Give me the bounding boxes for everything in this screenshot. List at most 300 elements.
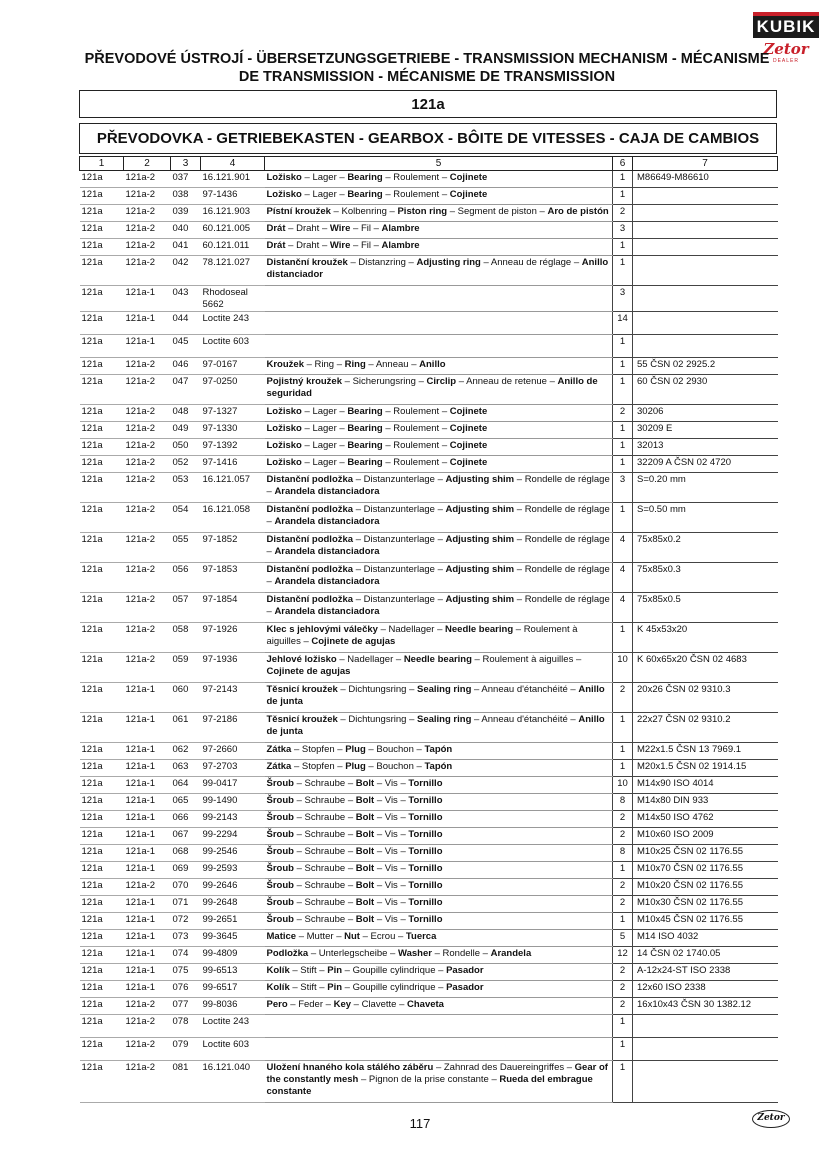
model-cell: 121a bbox=[80, 439, 124, 456]
description-cz: Jehlové ložisko bbox=[266, 654, 337, 665]
position-cell: 063 bbox=[171, 760, 201, 777]
description-cz: Ložisko bbox=[266, 189, 302, 200]
position-cell: 057 bbox=[171, 593, 201, 623]
model-cell: 121a bbox=[80, 1038, 124, 1061]
part-number-cell: 99-2294 bbox=[201, 828, 265, 845]
note-cell: M10x30 ČSN 02 1176.55 bbox=[633, 896, 778, 913]
table-row bbox=[80, 683, 778, 713]
quantity-cell: 2 bbox=[613, 879, 633, 896]
description-en: Bearing bbox=[347, 423, 383, 434]
description-cz: Distanční podložka bbox=[266, 564, 354, 575]
description-es: Anillo de junta bbox=[266, 714, 605, 737]
quantity-cell: 2 bbox=[613, 683, 633, 713]
model-cell: 121a bbox=[80, 358, 124, 375]
description-es: Cojinete de agujas bbox=[311, 636, 396, 647]
model-cell: 121a bbox=[80, 312, 124, 335]
description-en: Bolt bbox=[355, 863, 375, 874]
table-row bbox=[80, 405, 778, 422]
model-cell: 121a bbox=[80, 456, 124, 473]
part-number-cell: 99-2546 bbox=[201, 845, 265, 862]
description-de: Draht bbox=[296, 223, 320, 234]
column-header: 2 bbox=[124, 157, 171, 171]
description-cz: Šroub bbox=[266, 812, 294, 823]
description-es: Cojinete de agujas bbox=[266, 666, 351, 677]
position-cell: 043 bbox=[171, 286, 201, 312]
description-de: Distanzunterlage bbox=[363, 534, 435, 545]
description-cz: Šroub bbox=[266, 880, 294, 891]
part-number-cell: 97-0167 bbox=[201, 358, 265, 375]
model-cell: 121a bbox=[80, 375, 124, 405]
model-cell: 121a bbox=[80, 533, 124, 563]
description-fr: Anneau d'étanchéité bbox=[481, 714, 568, 725]
description-en: Washer bbox=[397, 948, 432, 959]
group-cell: 121a-1 bbox=[124, 713, 171, 743]
description-de: Stift bbox=[300, 982, 317, 993]
quantity-cell: 1 bbox=[613, 256, 633, 286]
position-cell: 039 bbox=[171, 205, 201, 222]
description-cell: Těsnicí kroužek – Dichtungsring – Sealing ring – Anneau d'étanchéité – Anillo de junta bbox=[265, 683, 613, 713]
table-row bbox=[80, 811, 778, 828]
description-es: Arandela distanciadora bbox=[274, 486, 380, 497]
group-cell: 121a-2 bbox=[124, 375, 171, 405]
group-cell: 121a-2 bbox=[124, 239, 171, 256]
description-cell: Drát – Draht – Wire – Fil – Alambre bbox=[265, 222, 613, 239]
description-de: Sicherungsring bbox=[352, 376, 416, 387]
table-row bbox=[80, 358, 778, 375]
section-heading: PŘEVODOVKA - GETRIEBEKASTEN - GEARBOX - BÔITE DE VITESSES - CAJA DE CAMBIOS bbox=[79, 123, 777, 154]
column-header: 6 bbox=[613, 157, 633, 171]
model-cell: 121a bbox=[80, 862, 124, 879]
description-fr: Vis bbox=[384, 914, 398, 925]
description-cell: Drát – Draht – Wire – Fil – Alambre bbox=[265, 239, 613, 256]
description-en: Bearing bbox=[347, 406, 383, 417]
group-cell: 121a-2 bbox=[124, 563, 171, 593]
position-cell: 046 bbox=[171, 358, 201, 375]
group-cell: 121a-1 bbox=[124, 828, 171, 845]
table-row bbox=[80, 1061, 778, 1103]
description-cz: Matice bbox=[266, 931, 297, 942]
position-cell: 048 bbox=[171, 405, 201, 422]
position-cell: 040 bbox=[171, 222, 201, 239]
table-row bbox=[80, 239, 778, 256]
position-cell: 067 bbox=[171, 828, 201, 845]
part-number-cell: 97-1853 bbox=[201, 563, 265, 593]
description-cell: Podložka – Unterlegscheibe – Washer – Rondelle – Arandela bbox=[265, 947, 613, 964]
part-number-cell: 60.121.005 bbox=[201, 222, 265, 239]
table-row bbox=[80, 473, 778, 503]
table-row bbox=[80, 964, 778, 981]
logo-sub: Zetor bbox=[763, 40, 809, 58]
description-es: Chaveta bbox=[407, 999, 444, 1010]
part-number-cell: 78.121.027 bbox=[201, 256, 265, 286]
table-row bbox=[80, 930, 778, 947]
description-cz: Šroub bbox=[266, 778, 294, 789]
description-es: Anillo de seguridad bbox=[266, 376, 598, 399]
group-cell: 121a-2 bbox=[124, 358, 171, 375]
description-cell: Ložisko – Lager – Bearing – Roulement – Cojinete bbox=[265, 405, 613, 422]
description-es: Arandela bbox=[490, 948, 532, 959]
position-cell: 044 bbox=[171, 312, 201, 335]
description-fr: Fil bbox=[360, 240, 371, 251]
description-de: Stopfen bbox=[301, 761, 335, 772]
description-cz: Klec s jehlovými válečky bbox=[266, 624, 378, 635]
group-cell: 121a-2 bbox=[124, 256, 171, 286]
description-es: Pasador bbox=[446, 982, 484, 993]
description-cz: Distanční podložka bbox=[266, 474, 354, 485]
quantity-cell: 1 bbox=[613, 743, 633, 760]
description-cell: Jehlové ložisko – Nadellager – Needle bearing – Roulement à aiguilles – Cojinete de agujas bbox=[265, 653, 613, 683]
description-cell: Šroub – Schraube – Bolt – Vis – Tornillo bbox=[265, 845, 613, 862]
part-number-cell: 97-2143 bbox=[201, 683, 265, 713]
description-fr: Goupille cylindrique bbox=[352, 965, 436, 976]
description-cell: Zátka – Stopfen – Plug – Bouchon – Tapón bbox=[265, 743, 613, 760]
note-cell: 12x60 ISO 2338 bbox=[633, 981, 778, 998]
description-en: Pin bbox=[327, 965, 343, 976]
table-row bbox=[80, 1015, 778, 1038]
group-cell: 121a-2 bbox=[124, 653, 171, 683]
description-fr: Rondelle de réglage bbox=[524, 594, 610, 605]
description-fr: Vis bbox=[384, 897, 398, 908]
note-cell bbox=[633, 335, 778, 358]
part-number-cell: 60.121.011 bbox=[201, 239, 265, 256]
table-row bbox=[80, 286, 778, 312]
part-number-cell: 97-1926 bbox=[201, 623, 265, 653]
quantity-cell: 1 bbox=[613, 623, 633, 653]
quantity-cell: 2 bbox=[613, 811, 633, 828]
table-row bbox=[80, 947, 778, 964]
description-de: Schraube bbox=[304, 863, 346, 874]
description-cz: Šroub bbox=[266, 897, 294, 908]
model-cell: 121a bbox=[80, 593, 124, 623]
description-en: Circlip bbox=[426, 376, 457, 387]
quantity-cell: 1 bbox=[613, 375, 633, 405]
group-cell: 121a-2 bbox=[124, 623, 171, 653]
description-es: Arandela distanciadora bbox=[274, 576, 380, 587]
description-de: Stopfen bbox=[301, 744, 335, 755]
note-cell: 75x85x0.3 bbox=[633, 563, 778, 593]
description-es: Rueda del embrague constante bbox=[266, 1074, 593, 1097]
description-fr: Segment de piston bbox=[457, 206, 537, 217]
quantity-cell: 2 bbox=[613, 405, 633, 422]
logo-brand: KUBIK bbox=[753, 12, 819, 38]
description-cz: Šroub bbox=[266, 914, 294, 925]
part-number-cell: 99-4809 bbox=[201, 947, 265, 964]
position-cell: 049 bbox=[171, 422, 201, 439]
model-cell: 121a bbox=[80, 188, 124, 205]
position-cell: 066 bbox=[171, 811, 201, 828]
description-en: Adjusting shim bbox=[445, 594, 515, 605]
position-cell: 069 bbox=[171, 862, 201, 879]
description-fr: Vis bbox=[384, 778, 398, 789]
quantity-cell: 10 bbox=[613, 653, 633, 683]
note-cell: M14x90 ISO 4014 bbox=[633, 777, 778, 794]
description-en: Sealing ring bbox=[417, 684, 472, 695]
model-cell: 121a bbox=[80, 422, 124, 439]
group-cell: 121a-2 bbox=[124, 188, 171, 205]
note-cell: 32209 A ČSN 02 4720 bbox=[633, 456, 778, 473]
description-fr: Vis bbox=[384, 863, 398, 874]
note-cell bbox=[633, 256, 778, 286]
table-row bbox=[80, 1038, 778, 1061]
group-cell: 121a-1 bbox=[124, 335, 171, 358]
group-cell: 121a-2 bbox=[124, 473, 171, 503]
quantity-cell: 2 bbox=[613, 998, 633, 1015]
description-fr: Roulement bbox=[393, 172, 440, 183]
group-cell: 121a-2 bbox=[124, 998, 171, 1015]
model-cell: 121a bbox=[80, 563, 124, 593]
position-cell: 076 bbox=[171, 981, 201, 998]
group-cell: 121a-1 bbox=[124, 286, 171, 312]
description-cell: Matice – Mutter – Nut – Ecrou – Tuerca bbox=[265, 930, 613, 947]
quantity-cell: 2 bbox=[613, 896, 633, 913]
part-number-cell: Rhodoseal 5662 bbox=[201, 286, 265, 312]
description-fr: Rondelle de réglage bbox=[524, 474, 610, 485]
description-es: Tornillo bbox=[408, 914, 443, 925]
description-de: Schraube bbox=[304, 795, 346, 806]
table-row bbox=[80, 171, 778, 188]
group-cell: 121a-1 bbox=[124, 777, 171, 794]
quantity-cell: 1 bbox=[613, 358, 633, 375]
description-de: Dichtungsring bbox=[348, 714, 407, 725]
table-row bbox=[80, 862, 778, 879]
part-number-cell: Loctite 603 bbox=[201, 335, 265, 358]
description-fr: Vis bbox=[384, 880, 398, 891]
position-cell: 061 bbox=[171, 713, 201, 743]
part-number-cell: 97-2186 bbox=[201, 713, 265, 743]
note-cell: M14x50 ISO 4762 bbox=[633, 811, 778, 828]
table-row bbox=[80, 743, 778, 760]
part-number-cell: 99-2593 bbox=[201, 862, 265, 879]
position-cell: 052 bbox=[171, 456, 201, 473]
description-cell bbox=[265, 286, 613, 312]
description-es: Arandela distanciadora bbox=[274, 606, 380, 617]
description-de: Lager bbox=[312, 457, 337, 468]
group-cell: 121a-1 bbox=[124, 312, 171, 335]
table-header-row bbox=[80, 157, 778, 171]
model-cell: 121a bbox=[80, 335, 124, 358]
description-en: Bolt bbox=[355, 812, 375, 823]
table-row bbox=[80, 375, 778, 405]
description-fr: Vis bbox=[384, 795, 398, 806]
position-cell: 042 bbox=[171, 256, 201, 286]
description-en: Bearing bbox=[347, 440, 383, 451]
description-cell: Ložisko – Lager – Bearing – Roulement – Cojinete bbox=[265, 422, 613, 439]
note-cell: M10x20 ČSN 02 1176.55 bbox=[633, 879, 778, 896]
description-cz: Distanční kroužek bbox=[266, 257, 348, 268]
position-cell: 060 bbox=[171, 683, 201, 713]
model-cell: 121a bbox=[80, 503, 124, 533]
quantity-cell: 4 bbox=[613, 533, 633, 563]
table-row bbox=[80, 533, 778, 563]
description-en: Adjusting shim bbox=[445, 564, 515, 575]
description-cz: Zátka bbox=[266, 744, 292, 755]
group-cell: 121a-1 bbox=[124, 760, 171, 777]
position-cell: 050 bbox=[171, 439, 201, 456]
note-cell: 75x85x0.2 bbox=[633, 533, 778, 563]
description-de: Schraube bbox=[304, 829, 346, 840]
description-en: Adjusting ring bbox=[416, 257, 481, 268]
description-cell: Kolík – Stift – Pin – Goupille cylindrique – Pasador bbox=[265, 964, 613, 981]
part-number-cell: 99-2651 bbox=[201, 913, 265, 930]
description-de: Lager bbox=[312, 423, 337, 434]
description-cell: Uložení hnaného kola stálého záběru – Zahnrad des Dauereingriffes – Gear of the constantly mesh – Pignon de la prise constante – Rueda del embrague constante bbox=[265, 1061, 613, 1103]
description-cz: Distanční podložka bbox=[266, 504, 354, 515]
note-cell: S=0.50 mm bbox=[633, 503, 778, 533]
description-en: Adjusting shim bbox=[445, 474, 515, 485]
part-number-cell: Loctite 243 bbox=[201, 312, 265, 335]
description-de: Schraube bbox=[304, 897, 346, 908]
part-number-cell: 99-2143 bbox=[201, 811, 265, 828]
description-cz: Ložisko bbox=[266, 423, 302, 434]
quantity-cell: 12 bbox=[613, 947, 633, 964]
part-number-cell: 97-1852 bbox=[201, 533, 265, 563]
position-cell: 068 bbox=[171, 845, 201, 862]
table-row bbox=[80, 760, 778, 777]
group-cell: 121a-1 bbox=[124, 794, 171, 811]
description-de: Schraube bbox=[304, 880, 346, 891]
model-cell: 121a bbox=[80, 998, 124, 1015]
quantity-cell: 1 bbox=[613, 913, 633, 930]
part-number-cell: 99-8036 bbox=[201, 998, 265, 1015]
group-cell: 121a-2 bbox=[124, 222, 171, 239]
position-cell: 079 bbox=[171, 1038, 201, 1061]
description-de: Feder bbox=[298, 999, 324, 1010]
description-en: Bolt bbox=[355, 914, 375, 925]
table-row bbox=[80, 998, 778, 1015]
note-cell bbox=[633, 222, 778, 239]
description-cz: Šroub bbox=[266, 863, 294, 874]
note-cell bbox=[633, 1015, 778, 1038]
group-cell: 121a-2 bbox=[124, 1038, 171, 1061]
description-de: Draht bbox=[296, 240, 320, 251]
description-fr: Bouchon bbox=[376, 761, 414, 772]
description-de: Mutter bbox=[306, 931, 334, 942]
quantity-cell: 8 bbox=[613, 794, 633, 811]
table-row bbox=[80, 563, 778, 593]
description-es: Cojinete bbox=[449, 457, 488, 468]
position-cell: 045 bbox=[171, 335, 201, 358]
part-number-cell: 97-1416 bbox=[201, 456, 265, 473]
description-cz: Pístní kroužek bbox=[266, 206, 331, 217]
description-de: Nadellager bbox=[388, 624, 435, 635]
description-de: Ring bbox=[314, 359, 335, 370]
position-cell: 074 bbox=[171, 947, 201, 964]
model-cell: 121a bbox=[80, 760, 124, 777]
note-cell: 30209 E bbox=[633, 422, 778, 439]
description-cz: Zátka bbox=[266, 761, 292, 772]
note-cell: 60 ČSN 02 2930 bbox=[633, 375, 778, 405]
description-cell: Kolík – Stift – Pin – Goupille cylindrique – Pasador bbox=[265, 981, 613, 998]
description-es: Arandela distanciadora bbox=[274, 516, 380, 527]
description-cell: Distanční podložka – Distanzunterlage – Adjusting shim – Rondelle de réglage – Arandela distanciadora bbox=[265, 563, 613, 593]
quantity-cell: 1 bbox=[613, 335, 633, 358]
description-fr: Roulement bbox=[393, 189, 440, 200]
description-cell bbox=[265, 1015, 613, 1038]
description-fr: Goupille cylindrique bbox=[352, 982, 436, 993]
model-cell: 121a bbox=[80, 653, 124, 683]
position-cell: 075 bbox=[171, 964, 201, 981]
model-cell: 121a bbox=[80, 171, 124, 188]
description-cz: Ložisko bbox=[266, 440, 302, 451]
group-cell: 121a-1 bbox=[124, 913, 171, 930]
table-row bbox=[80, 845, 778, 862]
model-cell: 121a bbox=[80, 473, 124, 503]
description-es: Tornillo bbox=[408, 829, 443, 840]
description-cz: Ložisko bbox=[266, 457, 302, 468]
description-cell: Distanční podložka – Distanzunterlage – Adjusting shim – Rondelle de réglage – Arandela distanciadora bbox=[265, 473, 613, 503]
page-title: PŘEVODOVÉ ÚSTROJÍ - ÜBERSETZUNGSGETRIEBE - TRANSMISSION MECHANISM - MÉCANISME DE TRANSMISSION - MÉCANISME DE TRANSMISSION bbox=[84, 51, 770, 85]
description-fr: Roulement à aiguilles bbox=[266, 624, 578, 647]
table-row bbox=[80, 256, 778, 286]
group-cell: 121a-1 bbox=[124, 981, 171, 998]
description-cell: Ložisko – Lager – Bearing – Roulement – Cojinete bbox=[265, 439, 613, 456]
description-fr: Roulement bbox=[393, 423, 440, 434]
group-cell: 121a-1 bbox=[124, 683, 171, 713]
description-es: Tornillo bbox=[408, 863, 443, 874]
quantity-cell: 5 bbox=[613, 930, 633, 947]
quantity-cell: 2 bbox=[613, 981, 633, 998]
table-row bbox=[80, 439, 778, 456]
table-row bbox=[80, 456, 778, 473]
quantity-cell: 1 bbox=[613, 239, 633, 256]
model-cell: 121a bbox=[80, 947, 124, 964]
part-number-cell: Loctite 603 bbox=[201, 1038, 265, 1061]
description-en: Bolt bbox=[355, 778, 375, 789]
description-cz: Pojistný kroužek bbox=[266, 376, 342, 387]
part-number-cell: 99-6513 bbox=[201, 964, 265, 981]
description-fr: Rondelle de réglage bbox=[524, 504, 610, 515]
part-number-cell: 97-1854 bbox=[201, 593, 265, 623]
quantity-cell: 1 bbox=[613, 422, 633, 439]
group-cell: 121a-2 bbox=[124, 533, 171, 563]
part-number-cell: 16.121.040 bbox=[201, 1061, 265, 1103]
description-en: Adjusting shim bbox=[445, 534, 515, 545]
group-cell: 121a-2 bbox=[124, 1061, 171, 1103]
description-en: Nut bbox=[344, 931, 360, 942]
part-number-cell: 16.121.903 bbox=[201, 205, 265, 222]
part-number-cell: 97-1330 bbox=[201, 422, 265, 439]
logo-tagline: DEALER bbox=[772, 58, 799, 64]
part-number-cell: 97-2703 bbox=[201, 760, 265, 777]
description-es: Tornillo bbox=[408, 846, 443, 857]
description-de: Lager bbox=[312, 172, 337, 183]
description-cell: Šroub – Schraube – Bolt – Vis – Tornillo bbox=[265, 794, 613, 811]
description-de: Nadellager bbox=[347, 654, 394, 665]
position-cell: 064 bbox=[171, 777, 201, 794]
description-en: Bolt bbox=[355, 846, 375, 857]
table-row bbox=[80, 503, 778, 533]
group-cell: 121a-1 bbox=[124, 811, 171, 828]
description-en: Bearing bbox=[347, 457, 383, 468]
description-en: Piston ring bbox=[397, 206, 448, 217]
note-cell: 75x85x0.5 bbox=[633, 593, 778, 623]
quantity-cell: 4 bbox=[613, 593, 633, 623]
description-de: Lager bbox=[312, 189, 337, 200]
quantity-cell: 14 bbox=[613, 312, 633, 335]
description-cz: Kolík bbox=[266, 982, 290, 993]
description-de: Schraube bbox=[304, 778, 346, 789]
part-number-cell: 99-2646 bbox=[201, 879, 265, 896]
description-cz: Kolík bbox=[266, 965, 290, 976]
description-cell bbox=[265, 1038, 613, 1061]
description-cz: Pero bbox=[266, 999, 288, 1010]
description-fr: Rondelle de réglage bbox=[524, 564, 610, 575]
table-row bbox=[80, 593, 778, 623]
table-row bbox=[80, 653, 778, 683]
description-es: Tapón bbox=[424, 761, 453, 772]
model-cell: 121a bbox=[80, 239, 124, 256]
table-row bbox=[80, 623, 778, 653]
